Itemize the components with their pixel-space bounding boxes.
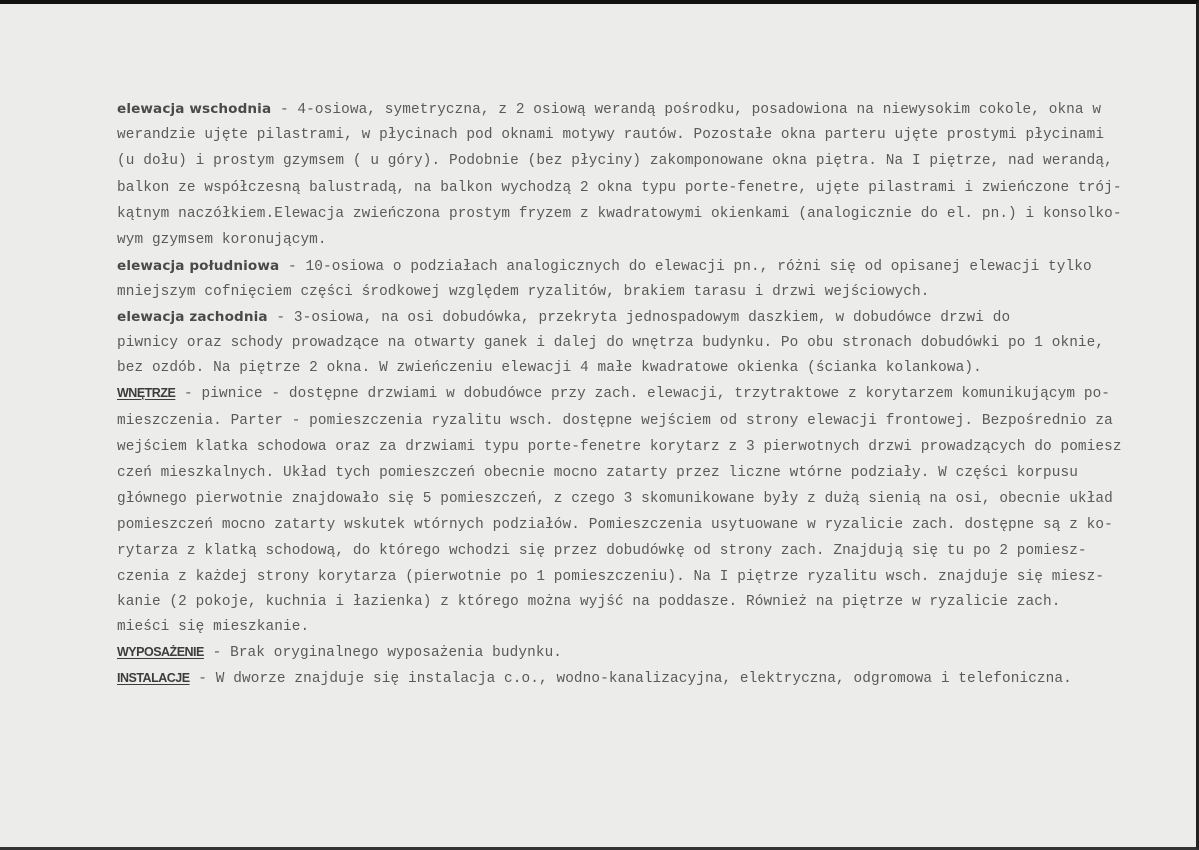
heading-elewacja-poludniowa: elewacja południowa: [117, 258, 280, 274]
text-line: wejściem klatka schodowa oraz za drzwiami typu porte-fenetre korytarz z 3 pierwotnych drzwi prowadzących do pomiesz: [117, 439, 1122, 455]
text-line: bez ozdób. Na piętrze 2 okna. W zwieńczeniu elewacji 4 małe kwadratowe okienka (ścianka kolankowa).: [117, 360, 982, 376]
text-line: piwnicy oraz schody prowadzące na otwarty ganek i dalej do wnętrza budynku. Po obu stronach dobudówki po 1 oknie,: [117, 335, 1105, 351]
text-line: [117, 671, 1072, 687]
text-line: balkon ze współczesną balustradą, na balkon wychodzą 2 okna typu porte-fenetre, ujęte pilastrami i zwieńczone trój-: [117, 180, 1122, 196]
line-text: - piwnice - dostępne drzwiami w dobudówce przy zach. elewacji, trzytraktowe z korytarzem komunikującym po-: [175, 386, 1111, 402]
text-line: (u dołu) i prostym gzymsem ( u góry). Podobnie (bez płyciny) zakomponowane okna piętra. Na I piętrze, nad werandą,: [117, 153, 1113, 169]
text-line: kanie (2 pokoje, kuchnia i łazienka) z którego można wyjść na poddasze. Również na piętrze w ryzalicie zach.: [117, 594, 1061, 610]
line-text: - W dworze znajduje się instalacja c.o., wodno-kanalizacyjna, elektryczna, odgromowa i telefoniczna.: [189, 671, 1072, 687]
heading-elewacja-wschodnia: elewacja wschodnia: [117, 101, 272, 117]
text-line: werandzie ujęte pilastrami, w płycinach pod oknami motywy rautów. Pozostałe okna parteru ujęte prostymi płycinami: [117, 127, 1105, 143]
text-line: wym gzymsem koronującym.: [117, 232, 327, 248]
line-text: - 3-osiowa, na osi dobudówka, przekryta jednospadowym daszkiem, w dobudówce drzwi do: [267, 310, 1011, 326]
text-line: rytarza z klatką schodową, do którego wchodzi się przez dobudówkę od strony zach. Znajdują się tu po 2 pomiesz-: [117, 543, 1087, 559]
text-line: [117, 386, 1110, 402]
text-line: mniejszym cofnięciem części środkowej względem ryzalitów, brakiem tarasu i drzwi wejściowych.: [117, 284, 930, 300]
section-heading-instalacje: INSTALACJE: [117, 671, 190, 685]
heading-elewacja-zachodnia: elewacja zachodnia: [117, 309, 268, 325]
text-line: [117, 309, 1010, 326]
line-text: - 4-osiowa, symetryczna, z 2 osiową werandą pośrodku, posadowiona na niewysokim cokole, okna w: [271, 102, 1102, 118]
text-line: czeń mieszkalnych. Układ tych pomieszczeń obecnie mocno zatarty przez liczne wtórne podziały. W części korpusu: [117, 465, 1078, 481]
text-line: [117, 101, 1101, 118]
text-line: kątnym naczółkiem.Elewacja zwieńczona prostym fryzem z kwadratowymi okienkami (analogicznie do el. pn.) i konsolko-: [117, 206, 1122, 222]
line-text: - Brak oryginalnego wyposażenia budynku.: [203, 645, 563, 661]
text-line: mieszczenia. Parter - pomieszczenia ryzalitu wsch. dostępne wejściem od strony elewacji frontowej. Bezpośrednio za: [117, 413, 1113, 429]
text-line: [117, 645, 562, 661]
text-line: mieści się mieszkanie.: [117, 619, 310, 635]
text-line: [117, 258, 1092, 275]
line-text: - 10-osiowa o podziałach analogicznych do elewacji pn., różni się od opisanej elewacji tylko: [279, 259, 1092, 275]
text-line: czenia z każdej strony korytarza (pierwotnie po 1 pomieszczeniu). Na I piętrze ryzalitu wsch. znajduje się miesz-: [117, 569, 1105, 585]
section-heading-wnetrze: WNĘTRZE: [117, 386, 176, 400]
text-line: głównego pierwotnie znajdowało się 5 pomieszczeń, z czego 3 skomunikowane były z dużą sienią na osi, obecnie układ: [117, 491, 1113, 507]
section-heading-wyposazenie: WYPOSAŻENIE: [117, 645, 204, 659]
text-line: pomieszczeń mocno zatarty wskutek wtórnych podziałów. Pomieszczenia usytuowane w ryzalicie zach. dostępne są z ko-: [117, 517, 1113, 533]
